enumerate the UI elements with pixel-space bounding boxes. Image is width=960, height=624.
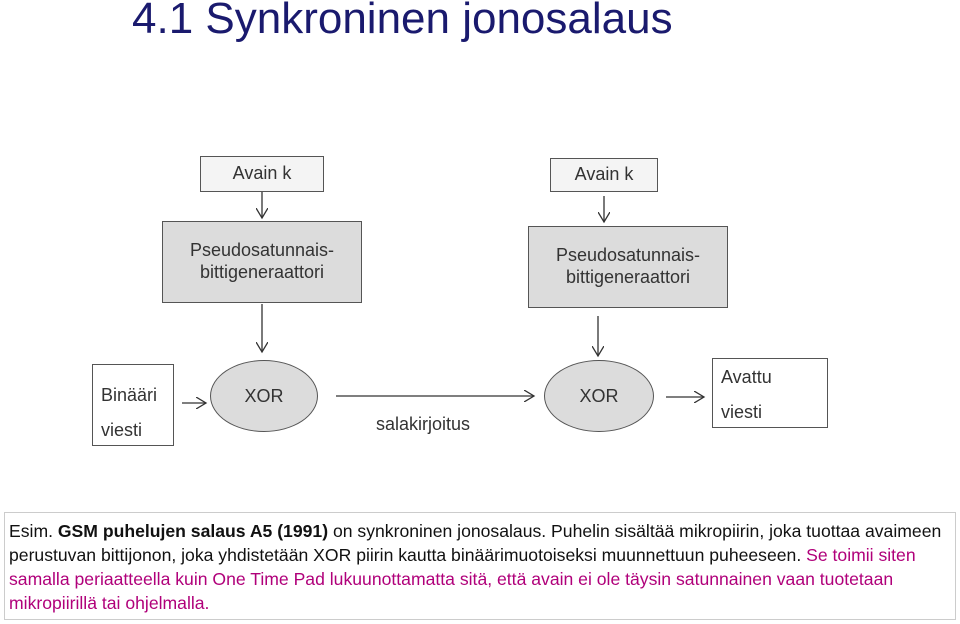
left-generator-line-2: bittigeneraattori xyxy=(199,262,325,282)
right-generator-box xyxy=(528,226,728,308)
left-generator-box xyxy=(162,221,362,303)
left-key-box: Avain k xyxy=(200,156,324,192)
output-message-box xyxy=(712,358,828,428)
right-xor-node: XOR xyxy=(544,360,654,432)
input-message-line-2: viesti xyxy=(101,420,143,440)
ciphertext-label: salakirjoitus xyxy=(376,414,471,434)
input-message-box xyxy=(92,364,174,446)
note-highlight: Se toimii siten samalla periaatteella kuin One Time Pad lukuunottamatta sitä, että avain ei ole täysin satunnainen vaan tuotetaan mikropiirillä tai ohjelmalla. xyxy=(9,545,916,613)
example-note xyxy=(4,512,956,620)
right-generator-line-2: bittigeneraattori xyxy=(565,267,691,287)
note-bold-example: GSM puhelujen salaus A5 (1991) xyxy=(57,521,329,541)
note-prefix: Esim. xyxy=(9,521,58,541)
page-title: 4.1 Synkroninen jonosalaus xyxy=(132,0,673,43)
right-key-box: Avain k xyxy=(550,158,658,192)
output-message-line-2: viesti xyxy=(721,402,763,422)
right-generator-line-1: Pseudosatunnais- xyxy=(555,245,701,266)
left-generator-line-1: Pseudosatunnais- xyxy=(189,240,335,261)
left-xor-node: XOR xyxy=(210,360,318,432)
output-message-line-1: Avattu xyxy=(721,367,772,387)
input-message-line-1: Binääri xyxy=(101,385,158,405)
note-body: on synkroninen jonosalaus. Puhelin sisältää mikropiirin, joka tuottaa avaimeen perustuvan bittijonon, joka yhdistetään XOR piirin kautta binäärimuotoiseksi muunnettuun puheeseen. xyxy=(9,521,942,565)
